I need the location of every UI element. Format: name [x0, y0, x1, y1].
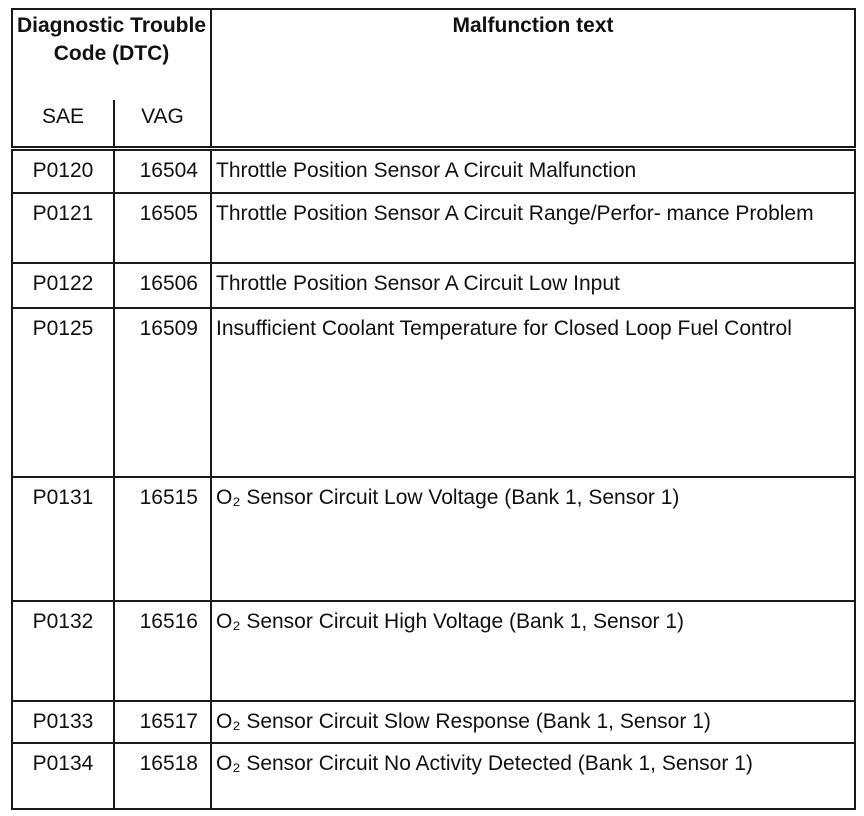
sae-code: P0120	[12, 149, 114, 193]
sae-code: P0131	[12, 477, 114, 601]
table-row	[12, 743, 855, 810]
vag-code: 16504	[114, 149, 211, 193]
sae-code: P0133	[12, 701, 114, 742]
sae-code: P0132	[12, 601, 114, 702]
table-row	[12, 263, 855, 307]
table-row	[12, 477, 855, 601]
sae-header: SAE	[12, 100, 114, 149]
header-row	[12, 9, 855, 100]
vag-code: 16517	[114, 701, 211, 742]
dtc-table	[11, 8, 856, 810]
table-row	[12, 308, 855, 477]
malfunction-text: O₂ Sensor Circuit No Activity Detected (Bank 1, Sensor 1)	[211, 743, 855, 810]
table-row	[12, 193, 855, 263]
sae-code: P0134	[12, 743, 114, 810]
malfunction-text-header: Malfunction text	[211, 9, 855, 149]
sae-code: P0121	[12, 193, 114, 263]
table-row	[12, 149, 855, 193]
vag-code: 16515	[114, 477, 211, 601]
malfunction-text: O₂ Sensor Circuit Low Voltage (Bank 1, Sensor 1)	[211, 477, 855, 601]
table-row	[12, 701, 855, 742]
dtc-group-header: Diagnostic Trouble Code (DTC)	[12, 9, 211, 100]
vag-header: VAG	[114, 100, 211, 149]
malfunction-text: O₂ Sensor Circuit High Voltage (Bank 1, Sensor 1)	[211, 601, 855, 702]
malfunction-text: Throttle Position Sensor A Circuit Low Input	[211, 263, 855, 307]
malfunction-text: Throttle Position Sensor A Circuit Malfunction	[211, 149, 855, 193]
table-row	[12, 601, 855, 702]
vag-code: 16506	[114, 263, 211, 307]
vag-code: 16509	[114, 308, 211, 477]
vag-code: 16516	[114, 601, 211, 702]
malfunction-text: Insufficient Coolant Temperature for Closed Loop Fuel Control	[211, 308, 855, 477]
malfunction-text: O₂ Sensor Circuit Slow Response (Bank 1, Sensor 1)	[211, 701, 855, 742]
vag-code: 16518	[114, 743, 211, 810]
vag-code: 16505	[114, 193, 211, 263]
malfunction-text: Throttle Position Sensor A Circuit Range/Perfor- mance Problem	[211, 193, 855, 263]
sae-code: P0125	[12, 308, 114, 477]
sae-code: P0122	[12, 263, 114, 307]
